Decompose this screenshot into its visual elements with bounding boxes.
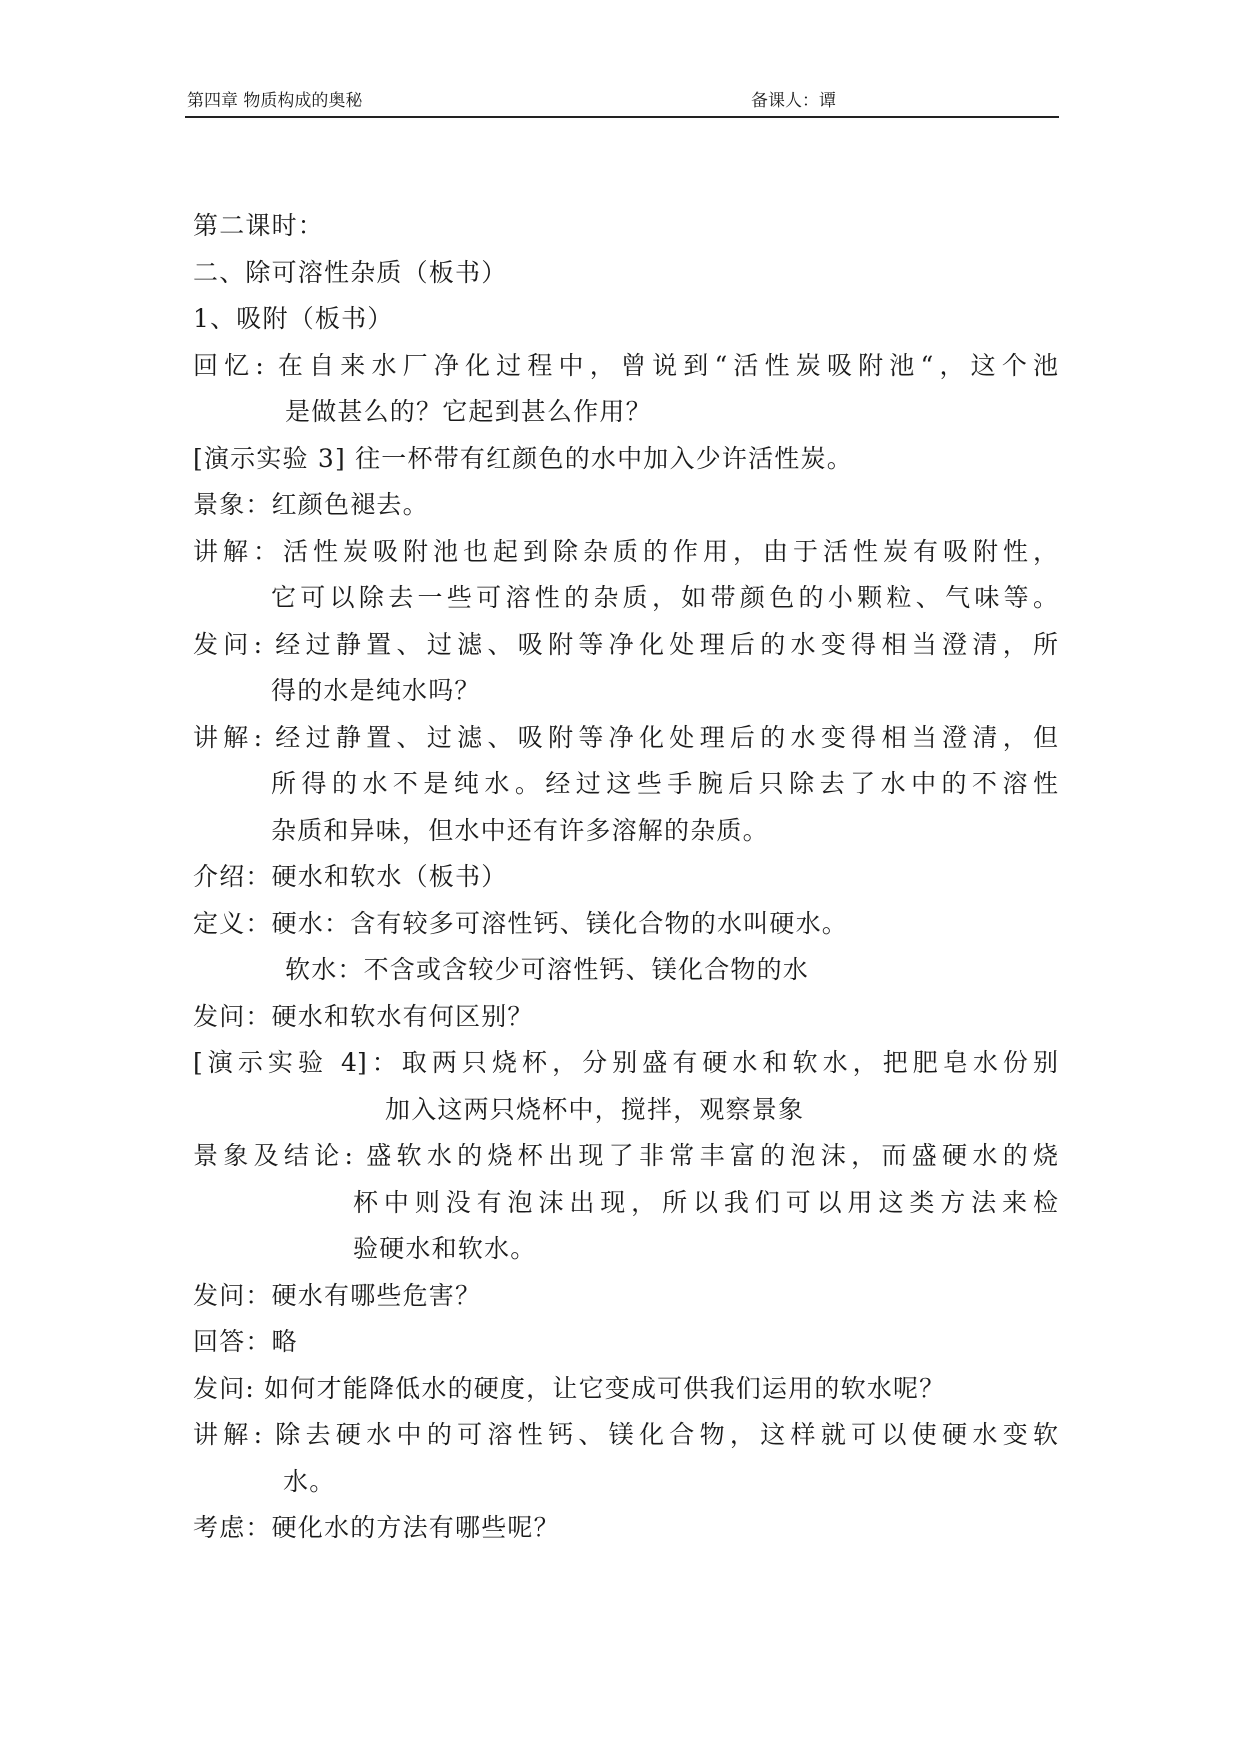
text-line	[193, 1319, 1058, 1366]
line-text: 所得的水不是纯水。经过这些手腕后只除去了水中的不溶性	[271, 769, 1058, 798]
line-text: 发问：硬水和软水有何区别？	[193, 1001, 534, 1031]
text-line	[193, 529, 1058, 576]
line-text: 介绍：硬水和软水（板书）	[193, 862, 508, 891]
line-text: 第二课时：	[193, 211, 325, 240]
text-line	[193, 1133, 1058, 1180]
line-text: 二、除可溶性杂质（板书）	[193, 257, 508, 287]
text-line	[193, 296, 1058, 343]
line-text: 讲解: 经过静置、过滤、吸附等净化处理后的水变得相当澄清，但	[193, 722, 1058, 752]
line-text: 发问: 如何才能降低水的硬度，让它变成可供我们运用的软水呢？	[193, 1373, 946, 1403]
text-line	[193, 343, 1058, 390]
line-text: 它可以除去一些可溶性的杂质，如带颜色的小颗粒、气味等。	[271, 583, 1058, 612]
text-line	[193, 1505, 1058, 1552]
lesson-body	[193, 203, 1058, 1552]
line-text: 景象：红颜色褪去。	[193, 490, 429, 519]
text-line	[193, 715, 1058, 762]
line-text: 回答：略	[193, 1327, 298, 1356]
line-text: [演示实验 3] 往一杯带有红颜色的水中加入少许活性炭。	[193, 443, 853, 473]
header-teacher: 备课人：谭	[751, 91, 836, 111]
text-line	[193, 389, 1058, 436]
text-line	[193, 1087, 1058, 1134]
line-text: 定义：硬水：含有较多可溶性钙、镁化合物的水叫硬水。	[193, 908, 849, 938]
text-line	[193, 808, 1058, 855]
text-line	[193, 947, 1058, 994]
text-line	[193, 668, 1058, 715]
line-text: 加入这两只烧杯中，搅拌，观察景象	[385, 1094, 805, 1124]
text-line	[193, 1459, 1058, 1506]
header-chapter-title: 第四章 物质构成的奥秘	[187, 91, 363, 111]
page-header	[185, 86, 1059, 118]
line-text: 考虑：硬化水的方法有哪些呢？	[193, 1513, 560, 1542]
line-text: 1、吸附（板书）	[193, 304, 394, 333]
text-line	[193, 1226, 1058, 1273]
line-text: 景象及结论: 盛软水的烧杯出现了非常丰富的泡沫，而盛硬水的烧	[193, 1141, 1058, 1170]
text-line	[193, 250, 1058, 297]
line-text: 发问: 经过静置、过滤、吸附等净化处理后的水变得相当澄清，所	[193, 629, 1058, 659]
line-text: 杂质和异味，但水中还有许多溶解的杂质。	[271, 815, 769, 845]
text-line	[193, 994, 1058, 1041]
line-text: 发问：硬水有哪些危害？	[193, 1280, 482, 1310]
line-text: [演示实验 4]：取两只烧杯，分别盛有硬水和软水，把肥皂水份别	[193, 1048, 1058, 1077]
text-line	[193, 575, 1058, 622]
text-line	[193, 1412, 1058, 1459]
text-line	[193, 761, 1058, 808]
text-line	[193, 1273, 1058, 1320]
line-text: 回忆: 在自来水厂净化过程中，曾说到“活性炭吸附池“，这个池	[193, 350, 1058, 380]
text-line	[193, 854, 1058, 901]
text-line	[193, 1180, 1058, 1227]
line-text: 是做甚么的？它起到甚么作用？	[285, 397, 652, 426]
text-line	[193, 622, 1058, 669]
line-text: 软水：不含或含较少可溶性钙、镁化合物的水	[285, 955, 810, 984]
text-line	[193, 1040, 1058, 1087]
text-line	[193, 1366, 1058, 1413]
line-text: 水。	[283, 1466, 336, 1496]
line-text: 讲解: 除去硬水中的可溶性钙、镁化合物，这样就可以使硬水变软	[193, 1420, 1058, 1449]
text-line	[193, 436, 1058, 483]
text-line	[193, 901, 1058, 948]
text-line	[193, 482, 1058, 529]
text-line	[193, 203, 1058, 250]
line-text: 讲解：活性炭吸附池也起到除杂质的作用，由于活性炭有吸附性，	[193, 536, 1058, 566]
line-text: 验硬水和软水。	[353, 1234, 537, 1263]
line-text: 杯中则没有泡沫出现，所以我们可以用这类方法来检	[353, 1187, 1058, 1217]
line-text: 得的水是纯水吗？	[271, 676, 481, 705]
